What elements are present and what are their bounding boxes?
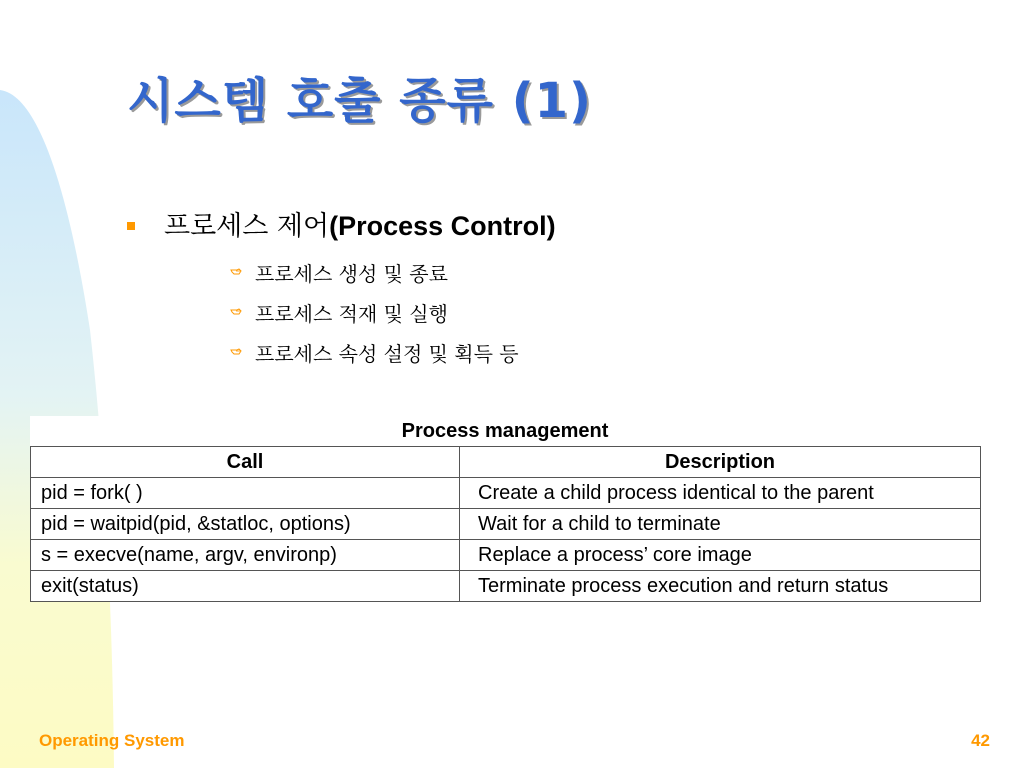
call-cell: s = execve(name, argv, environp) (31, 540, 460, 571)
main-bullet-korean: 프로세스 제어 (164, 211, 330, 242)
sub-bullet-text: 프로세스 생성 및 종료 (255, 261, 448, 286)
table-row (31, 478, 981, 509)
square-bullet-icon (127, 222, 135, 230)
sub-bullet-text: 프로세스 속성 설정 및 획득 등 (255, 341, 519, 366)
main-bullet-text (164, 204, 556, 243)
table-header-row (31, 447, 981, 478)
sub-bullet-item (230, 292, 519, 332)
call-cell: pid = fork( ) (31, 478, 460, 509)
process-management-table (30, 416, 980, 602)
pointing-hand-icon (230, 306, 242, 318)
table (30, 446, 981, 602)
main-bullet (127, 204, 556, 243)
call-cell: pid = waitpid(pid, &statloc, options) (31, 509, 460, 540)
table-row (31, 509, 981, 540)
description-cell: Wait for a child to terminate (460, 509, 981, 540)
table-row (31, 571, 981, 602)
sub-bullet-text: 프로세스 적재 및 실행 (255, 301, 448, 326)
footer-course-name: Operating System (39, 731, 185, 750)
footer-page-number: 42 (971, 731, 990, 750)
description-cell: Create a child process identical to the parent (460, 478, 981, 509)
left-decoration (0, 0, 120, 768)
slide-title: 시스템 호출 종류 (1) (127, 73, 592, 129)
description-cell: Replace a process’ core image (460, 540, 981, 571)
header-description: Description (460, 447, 981, 478)
call-cell: exit(status) (31, 571, 460, 602)
sub-bullet-item (230, 332, 519, 372)
pointing-hand-icon (230, 346, 242, 358)
header-call: Call (31, 447, 460, 478)
sub-bullet-list (230, 252, 519, 372)
sub-bullet-item (230, 252, 519, 292)
table-caption (30, 416, 980, 446)
pointing-hand-icon (230, 266, 242, 278)
main-bullet-english: (Process Control) (329, 211, 556, 241)
description-cell: Terminate process execution and return status (460, 571, 981, 602)
table-row (31, 540, 981, 571)
table-caption-text: Process management (401, 420, 609, 442)
